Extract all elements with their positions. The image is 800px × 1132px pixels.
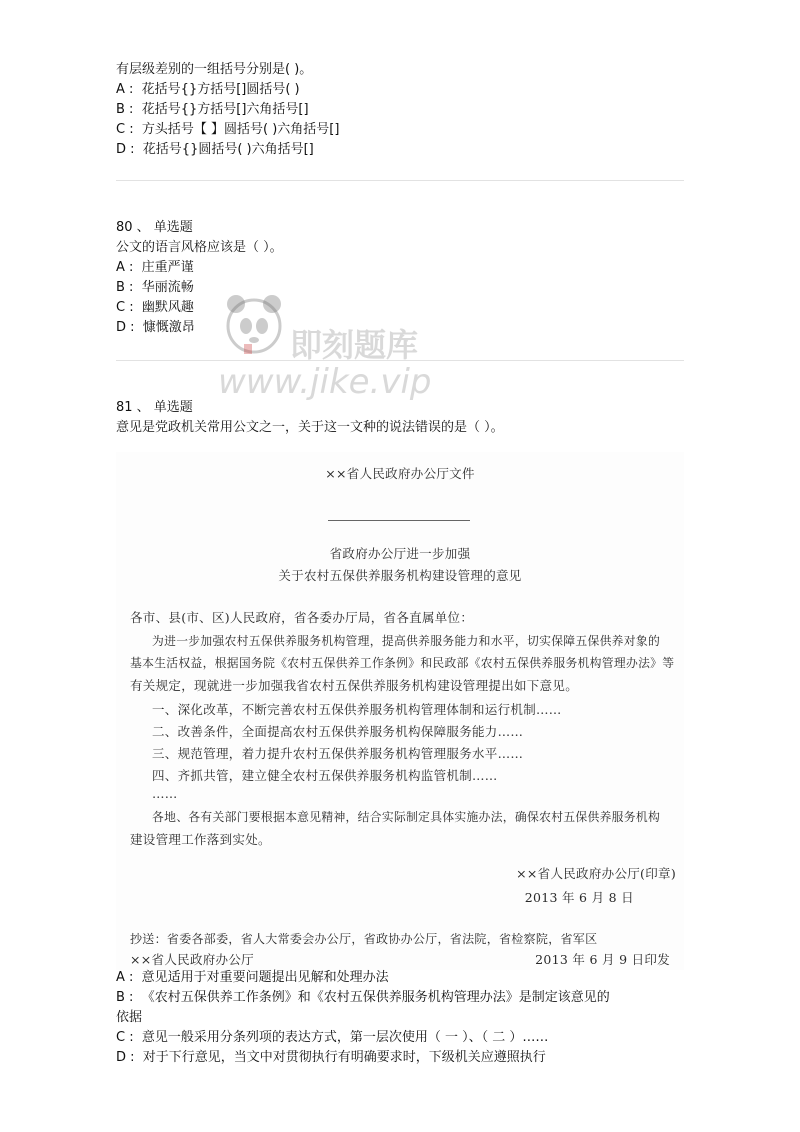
doc-rule [328, 520, 470, 521]
option-d[interactable]: D : 花括号{}圆括号( )六角括号[] [116, 142, 314, 157]
doc-title-line1: 省政府办公厅进一步加强 [329, 546, 471, 561]
watermark-url: www.jike.vip [218, 362, 432, 402]
doc-item1: 一、深化改革，不断完善农村五保供养服务机构管理体制和运行机制…… [152, 702, 562, 717]
question-stem: 意见是党政机关常用公文之一，关于这一文种的说法错误的是（ ）。 [116, 420, 504, 435]
watermark-text: 即刻题库 [290, 326, 419, 364]
question-header: 80 、 单选题 [116, 220, 193, 235]
option-a[interactable]: A : 庄重严谨 [116, 260, 194, 275]
question-stem: 公文的语言风格应该是（ ）。 [116, 240, 283, 255]
doc-issuer: ××省人民政府办公厅文件 [325, 466, 475, 481]
option-c[interactable]: C : 方头括号【 】圆括号( )六角括号[] [116, 122, 340, 137]
question-stem: 有层级差别的一组括号分别是( )。 [116, 62, 313, 77]
option-b-continued: 依据 [116, 1010, 143, 1025]
question-header: 81 、 单选题 [116, 400, 193, 415]
question-79 [116, 60, 684, 160]
option-a[interactable]: A : 意见适用于对重要问题提出见解和处理办法 [116, 970, 389, 985]
doc-ellipsis: …… [152, 786, 178, 801]
doc-print-date: 2013 年 6 月 9 日印发 [535, 952, 670, 967]
option-b[interactable]: B : 《农村五保供养工作条例》和《农村五保供养服务机构管理办法》是制定该意见的 [116, 990, 610, 1005]
doc-printer: ××省人民政府办公厅 [130, 952, 254, 967]
doc-cc: 抄送：省委各部委，省人大常委会办公厅，省政协办公厅，省法院，省检察院，省军区 [130, 932, 598, 946]
doc-title-line2: 关于农村五保供养服务机构建设管理的意见 [278, 568, 522, 583]
option-c[interactable]: C : 幽默风趣 [116, 300, 194, 315]
doc-para1-line2: 基本生活权益，根据国务院《农村五保供养工作条例》和民政部《农村五保供养服务机构管理办法》等 [130, 656, 675, 670]
option-b[interactable]: B : 花括号{}方括号[]六角括号[] [116, 102, 309, 117]
doc-item2: 二、改善条件，全面提高农村五保供养服务机构保障服务能力…… [152, 724, 524, 739]
option-c[interactable]: C : 意见一般采用分条列项的表达方式，第一层次使用（ 一 ）、（ 二 ）…… [116, 1030, 549, 1045]
doc-addressee: 各市、县(市、区)人民政府，省各委办厅局，省各直属单位： [130, 610, 474, 625]
doc-para2-line1: 各地、各有关部门要根据本意见精神，结合实际制定具体实施办法，确保农村五保供养服务机构 [152, 810, 661, 824]
divider [116, 180, 684, 181]
option-a[interactable]: A : 花括号{}方括号[]圆括号( ) [116, 82, 300, 97]
scanned-document-image [116, 452, 684, 970]
option-d[interactable]: D : 慷慨激昂 [116, 320, 195, 335]
question-81 [116, 398, 684, 438]
question-81-options [116, 968, 684, 1068]
doc-signature: ××省人民政府办公厅(印章) [516, 866, 676, 881]
doc-para1-line3: 有关规定，现就进一步加强我省农村五保供养服务机构建设管理提出如下意见。 [130, 678, 579, 693]
doc-item4: 四、齐抓共管，建立健全农村五保供养服务机构监管机制…… [152, 768, 498, 783]
doc-para1-line1: 为进一步加强农村五保供养服务机构管理，提高供养服务能力和水平，切实保障五保供养对象的 [152, 634, 661, 648]
option-d[interactable]: D : 对于下行意见，当文中对贯彻执行有明确要求时，下级机关应遵照执行 [116, 1050, 546, 1065]
option-b[interactable]: B : 华丽流畅 [116, 280, 194, 295]
doc-para2-line2: 建设管理工作落到实处。 [130, 832, 271, 847]
doc-date: 2013 年 6 月 8 日 [524, 890, 634, 905]
doc-item3: 三、规范管理，着力提升农村五保供养服务机构管理服务水平…… [152, 746, 524, 761]
